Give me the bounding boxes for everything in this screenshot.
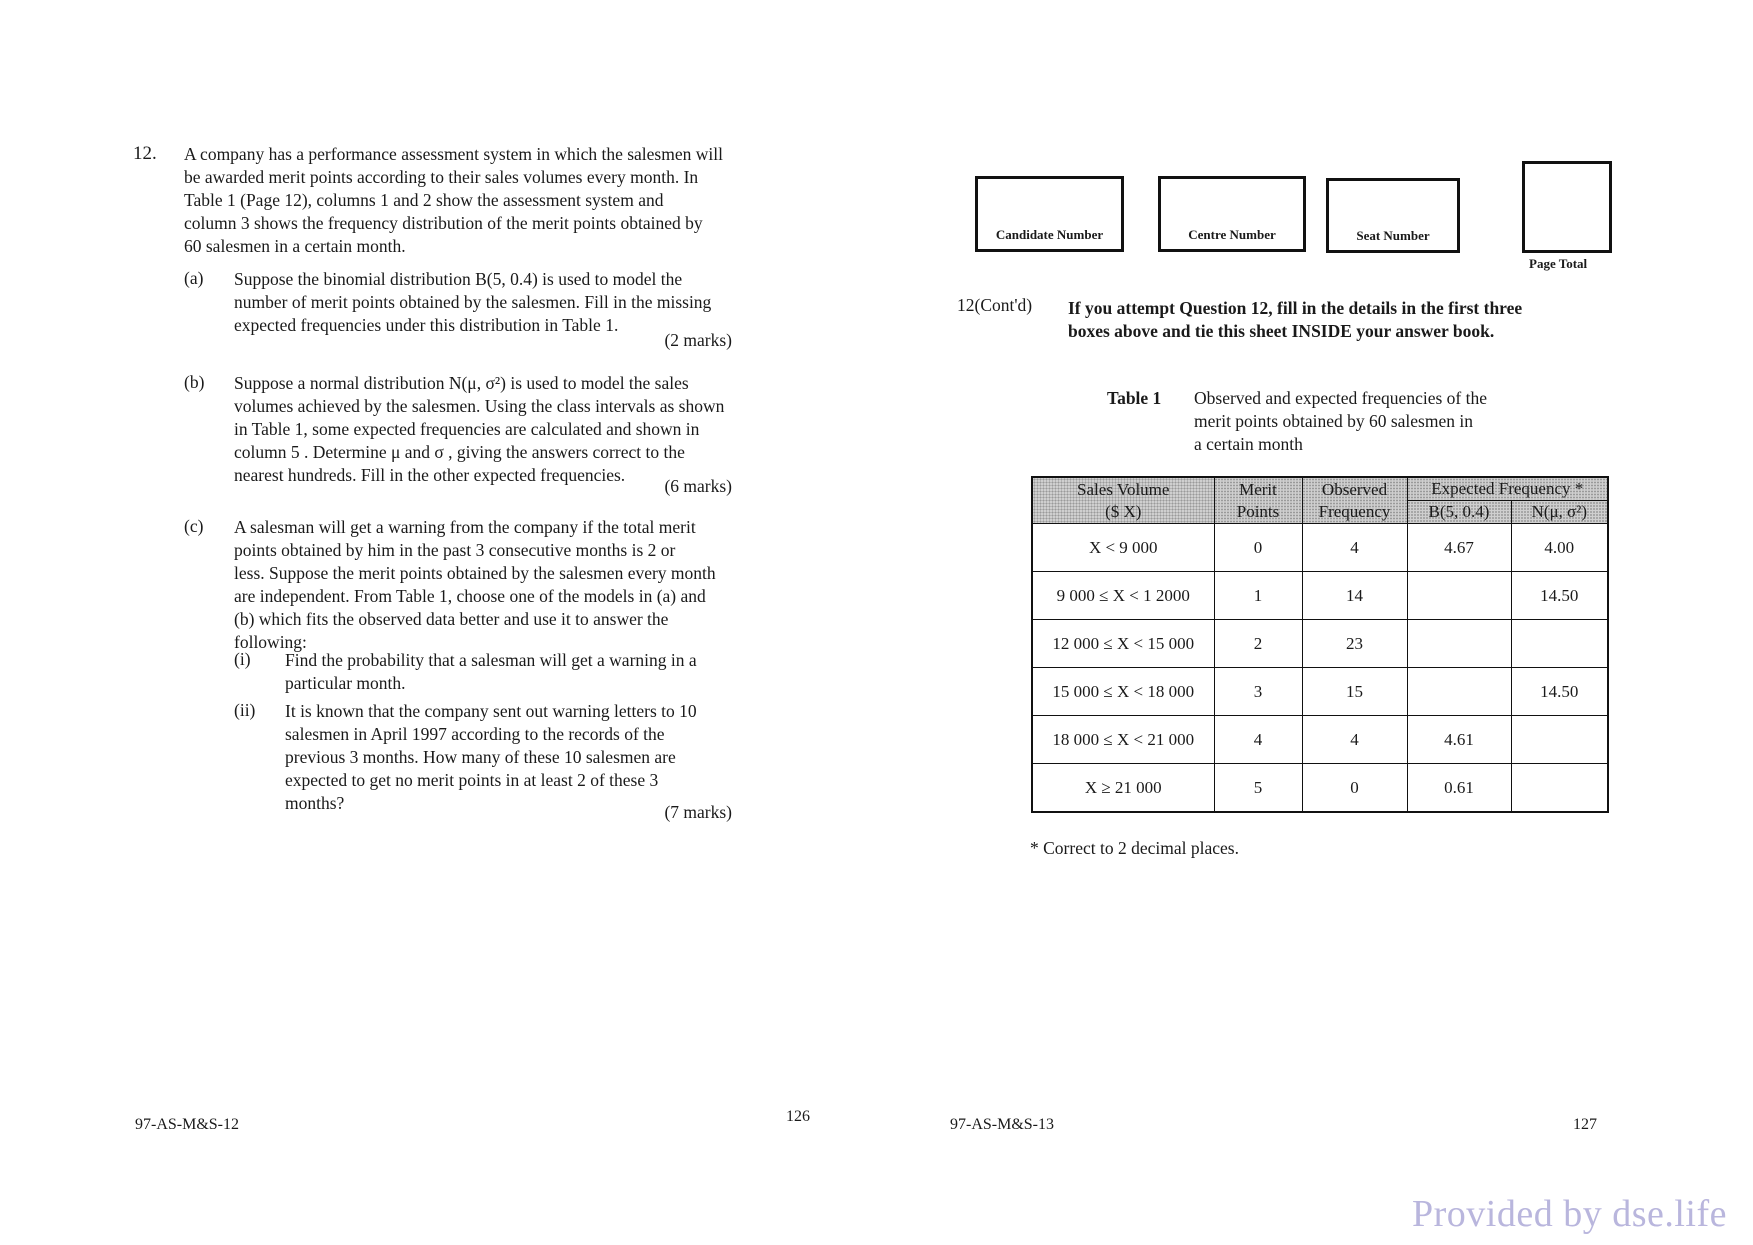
question-intro [184,143,723,258]
part-a-text [234,268,711,337]
intro-line: Table 1 (Page 12), columns 1 and 2 show the assessment system and [184,190,664,210]
cell-normal[interactable]: 14.50 [1511,668,1608,716]
question-number: 12. [133,143,157,164]
intro-line: column 3 shows the frequency distribution of the merit points obtained by [184,213,703,233]
cell-volume: 12 000 ≤ X < 15 000 [1032,620,1214,668]
table-caption [1194,387,1487,456]
caption-line: Observed and expected frequencies of the [1194,388,1487,408]
part-a-line: expected frequencies under this distribution in Table 1. [234,315,619,335]
cell-observed: 15 [1302,668,1407,716]
seat-number-box[interactable] [1326,178,1460,253]
instruction [1068,297,1522,343]
table-row [1032,716,1608,764]
page-total-box[interactable] [1522,161,1612,253]
cell-normal[interactable]: 4.00 [1511,524,1608,572]
part-c-label: (c) [184,516,204,536]
header-merit-text: Merit [1239,479,1277,499]
header-frequency-text: Frequency [1318,501,1391,521]
table-row [1032,764,1608,813]
candidate-number-label: Candidate Number [995,227,1104,242]
part-b-label: (b) [184,372,205,392]
cell-volume: 9 000 ≤ X < 1 2000 [1032,572,1214,620]
part-c-ii-line: expected to get no merit points in at least 2 of these 3 [285,770,659,790]
intro-line: be awarded merit points according to their sales volumes every month. In [184,167,699,187]
table-row [1032,572,1608,620]
cell-merit: 0 [1214,524,1302,572]
part-a-line: Suppose the binomial distribution B(5, 0.4) is used to model the [234,269,683,289]
cell-volume: X ≥ 21 000 [1032,764,1214,813]
part-c-line: following: [234,632,307,652]
part-c-i-line: particular month. [285,673,406,693]
cell-normal[interactable]: 14.50 [1511,572,1608,620]
cell-observed: 4 [1302,524,1407,572]
header-binomial: B(5, 0.4) [1407,501,1511,524]
cell-binomial[interactable] [1407,620,1511,668]
contd-label: 12(Cont'd) [957,295,1033,315]
caption-line: merit points obtained by 60 salesmen in [1194,411,1473,431]
cell-observed: 14 [1302,572,1407,620]
part-c-line: points obtained by him in the past 3 consecutive months is 2 or [234,540,676,560]
part-b-line: in Table 1, some expected frequencies are calculated and shown in [234,419,700,439]
part-c-ii-line: months? [285,793,345,813]
footer-code-left: 97-AS-M&S-12 [135,1116,240,1133]
header-sales-volume [1032,477,1214,524]
cell-normal[interactable] [1511,620,1608,668]
cell-binomial[interactable]: 4.67 [1407,524,1511,572]
frequency-table [1031,476,1609,813]
watermark: Provided by dse.life [1412,1193,1728,1235]
header-points-text: Points [1236,501,1280,521]
cell-binomial[interactable]: 0.61 [1407,764,1511,813]
table-footnote: * Correct to 2 decimal places. [1030,838,1239,858]
cell-binomial[interactable] [1407,572,1511,620]
header-sales-volume-text: Sales Volume [1077,479,1170,499]
part-b-line: nearest hundreds. Fill in the other expected frequencies. [234,465,626,485]
table-row [1032,668,1608,716]
part-b-marks: (6 marks) [664,476,732,496]
seat-number-label: Seat Number [1356,228,1430,243]
instruction-line: If you attempt Question 12, fill in the details in the first three [1068,298,1523,318]
part-b-line: volumes achieved by the salesmen. Using the class intervals as shown [234,396,725,416]
part-a-marks: (2 marks) [664,330,732,350]
cell-observed: 4 [1302,716,1407,764]
part-c-ii-line: salesmen in April 1997 according to the records of the [285,724,665,744]
part-b-line: column 5 . Determine μ and σ , giving the answers correct to the [234,442,685,462]
table-row [1032,524,1608,572]
header-observed-text: Observed [1321,479,1388,499]
part-a-label: (a) [184,268,204,288]
cell-normal[interactable] [1511,764,1608,813]
intro-line: A company has a performance assessment system in which the salesmen will [184,144,723,164]
part-c-line: (b) which fits the observed data better and use it to answer the [234,609,669,629]
table-label: Table 1 [1107,388,1162,408]
header-merit-points [1214,477,1302,524]
left-page [0,0,876,1245]
part-c-i-text [285,649,697,695]
part-c-i-line: Find the probability that a salesman will get a warning in a [285,650,697,670]
cell-merit: 2 [1214,620,1302,668]
cell-volume: X < 9 000 [1032,524,1214,572]
cell-volume: 18 000 ≤ X < 21 000 [1032,716,1214,764]
part-c-ii-line: previous 3 months. How many of these 10 salesmen are [285,747,676,767]
page-number-left: 126 [786,1108,810,1125]
cell-binomial[interactable] [1407,668,1511,716]
part-c-text [234,516,716,654]
part-c-marks: (7 marks) [664,802,732,822]
part-c-ii-line: It is known that the company sent out warning letters to 10 [285,701,697,721]
header-observed-frequency [1302,477,1407,524]
part-b-line: Suppose a normal distribution N(μ, σ²) is used to model the sales [234,373,689,393]
header-expected-frequency: Expected Frequency * [1407,477,1608,501]
cell-normal[interactable] [1511,716,1608,764]
cell-observed: 0 [1302,764,1407,813]
part-c-i-label: (i) [234,649,251,669]
page-total-label: Page Total [1529,256,1588,271]
candidate-number-box[interactable] [975,176,1124,252]
part-b-text [234,372,724,487]
centre-number-label: Centre Number [1188,227,1276,242]
caption-line: a certain month [1194,434,1303,454]
page-number-right: 127 [1573,1116,1597,1133]
table-row [1032,620,1608,668]
part-c-line: are independent. From Table 1, choose one of the models in (a) and [234,586,706,606]
cell-merit: 4 [1214,716,1302,764]
intro-line: 60 salesmen in a certain month. [184,236,406,256]
part-c-ii-label: (ii) [234,700,256,720]
cell-merit: 3 [1214,668,1302,716]
cell-volume: 15 000 ≤ X < 18 000 [1032,668,1214,716]
part-c-line: less. Suppose the merit points obtained by the salesmen every month [234,563,716,583]
part-c-ii-text [285,700,697,815]
header-normal: N(μ, σ²) [1511,501,1608,524]
part-a-line: number of merit points obtained by the salesmen. Fill in the missing [234,292,712,312]
header-sales-unit: ($ X) [1105,501,1142,521]
centre-number-box[interactable] [1158,176,1306,252]
cell-merit: 1 [1214,572,1302,620]
cell-merit: 5 [1214,764,1302,813]
part-c-line: A salesman will get a warning from the company if the total merit [234,517,696,537]
cell-binomial[interactable]: 4.61 [1407,716,1511,764]
footer-code-right: 97-AS-M&S-13 [950,1116,1055,1133]
instruction-line: boxes above and tie this sheet INSIDE your answer book. [1068,321,1495,341]
cell-observed: 23 [1302,620,1407,668]
